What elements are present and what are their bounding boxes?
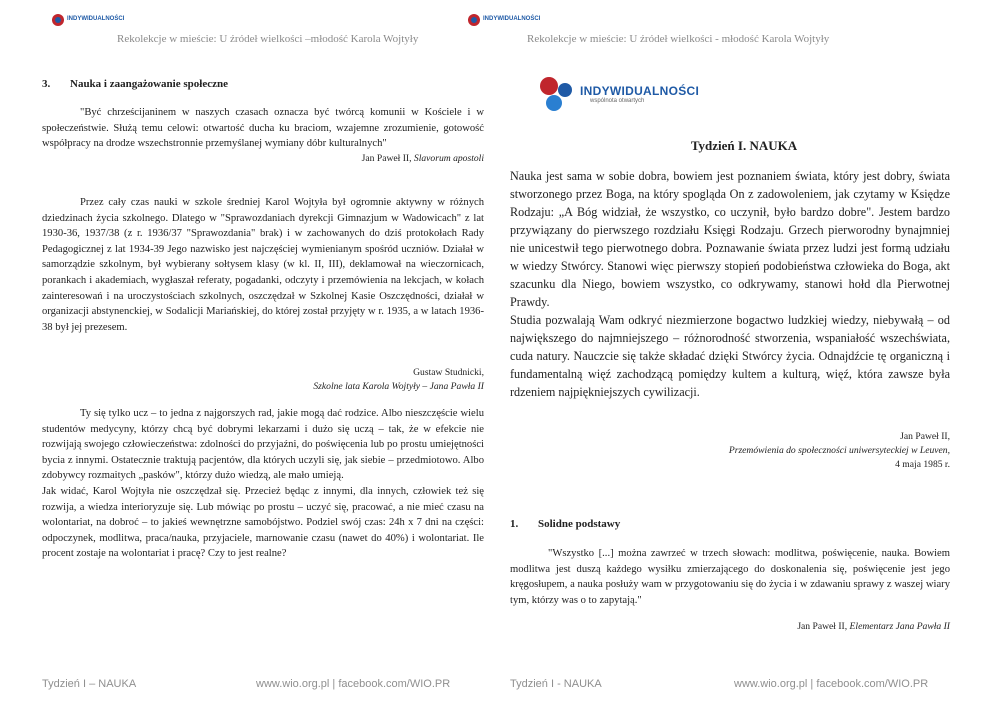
citation-date: 4 maja 1985 r. — [895, 459, 950, 470]
quote-attribution — [510, 620, 950, 634]
quote-text: "Wszystko [...] można zawrzeć w trzech słowach: modlitwa, poświęcenie, nauka. Bowiem modlitwa jest duszą każdego wysiłku zmierzającego do doskonalenia się, poświęcenie jest jego kręgosłupem, a nauka posłuży wam w przygotowaniu się do życia i w zdawaniu sprawy z waszej wiary tym, którzy was o to zapytają." — [510, 548, 950, 606]
indywidualnosci-big-logo-icon — [538, 75, 700, 121]
paragraph-block — [42, 406, 484, 562]
running-header: Rekolekcje w mieście: U źródeł wielkości - młodość Karola Wojtyły — [527, 33, 830, 45]
paragraph-text: Jak widać, Karol Wojtyła nie oszczędzał się. Przecież będąc z innymi, dla innych, człowiek też się rozwija, a wiedza interioryzuje się. Lub mówiąc po prostu – uczyć się, pracować, a nie mieć czasu na wolontariat, na dobroć – to jakieś wewnętrzne samobójstwo. Podziel swój czas: 24h x 7 dni na części: odpoczynek, modlitwa, praca/nauka, przyjaciele, marnowanie czasu (nawet do 40%) i wolontariat. Ile procent zostaje na wolontariat i pracę? Czy to jest realne? — [42, 485, 484, 560]
section-heading — [510, 518, 950, 530]
footer-site: www.wio.org.pl | facebook.com/WIO.PR — [256, 678, 451, 690]
footer-label: Tydzień I - NAUKA — [510, 678, 602, 690]
logo-tagline: wspólnota otwartych — [590, 98, 645, 104]
paragraph-text: Studia pozwalają Wam odkryć niezmierzone bogactwo ludzkiej wiedzy, niebywałą – od największego do najmniejszego – różnorodność stworzenia, wspaniałość wszechświata, cuda natury. Nauczcie się także składać dzięki Stwórcy życia. Odnajdźcie tę organiczną i fundamentalną więź zachodzącą pomiędzy kultem a kulturą, więź, która zawsze była rdzeniem najpiękniejszych cywilizacji. — [510, 313, 950, 399]
citation-author: Gustaw Studnicki, — [413, 367, 484, 378]
citation-source: Szkolne lata Karola Wojtyły – Jana Pawła II — [313, 381, 484, 392]
logo-name: INDYWIDUALNOŚCI — [580, 84, 700, 98]
quote-author: Jan Paweł II, — [361, 152, 412, 164]
indywidualnosci-logo-icon — [52, 13, 125, 29]
quote-block — [510, 546, 950, 608]
section-number: 1. — [510, 518, 519, 530]
indywidualnosci-logo-icon — [468, 13, 541, 29]
running-header: Rekolekcje w mieście: U źródeł wielkości –młodość Karola Wojtyły — [117, 33, 419, 45]
logo-text: INDYWIDUALNOŚCI — [483, 16, 541, 22]
quote-block — [42, 105, 484, 166]
paragraph-text: Nauka jest sama w sobie dobra, bowiem jest poznaniem świata, który jest dobry, świata stworzonego przez Boga, na który spogląda On z zadowoleniem, jak czytamy w Księdze Rodzaju: „A Bóg widział, że wszystko, co uczynił, było bardzo dobre". Jestem bardzo przywiązany do pierwszego rozdziału Księgi Rodzaju. Grzech pierworodny bynajmniej nie unicestwił tego pierwotnego dobra. Poznawanie świata przez ludzi jest formą udziału w wiedzy Stwórcy. Stanowi więc pierwszy stopień podobieństwa człowieka do Boga, akt szacunku dla Niego, bowiem wszystko, co odkrywamy, stanowi hołd dla Pierwotnej Prawdy. — [510, 169, 950, 309]
paragraph-text: Przez cały czas nauki w szkole średniej Karol Wojtyła był ogromnie aktywny w różnych dziedzinach życia szkolnego. Dlatego w "Sprawozdaniach dyrekcji Gimnazjum w Wadowicach" z lat 1930-36, 1937/38 (z r. 1936/37 "Sprawozdania" brak) i w zachowanych do dziś protokołach Rady Pedagogicznej z lat 1934-39 Jego nazwisko jest najczęściej wymienianym spośród uczniów. Działał w samorządzie szkolnym, był wybierany sołtysem klasy (w kl. II, III), deklamował na wieczornicach, porankach i akademiach, wygłaszał referaty, pogadanki, odczyty i przemówienia na lekcjach, w kołach zainteresowań i na uroczystościach szkolnych, oszczędzał w Szkolnej Kasie Oszczędności, działał w organizacji abstynenckiej, w Sodalicji Mariańskiej, do której został przyjęty w r. 1935, a w latach 1936-38 był jej prezesem. — [42, 197, 484, 333]
citation-block — [510, 430, 950, 472]
quote-attribution — [42, 152, 484, 166]
section-number: 3. — [42, 78, 51, 90]
quote-source: Slavorum apostoli — [413, 152, 484, 164]
quote-source: Elementarz Jana Pawła II — [849, 621, 950, 632]
section-heading — [42, 78, 484, 90]
citation-author: Jan Paweł II, — [900, 431, 950, 442]
quote-author: Jan Paweł II, — [797, 621, 848, 632]
footer-site: www.wio.org.pl | facebook.com/WIO.PR — [734, 678, 929, 690]
logo-text: INDYWIDUALNOŚCI — [67, 16, 125, 22]
paragraph-block — [510, 167, 950, 401]
quote-text: "Być chrześcijaninem w naszych czasach oznacza być twórcą komunii w Kościele i w społeczeństwie. Służą temu celowi: otwartość ducha ku braciom, wzajemne zrozumienie, gotowość współpracy na drodze wszechstronnie przemyślanej wymiany dóbr kulturalnych" — [42, 107, 484, 150]
section-title: Nauka i zaangażowanie społeczne — [70, 78, 228, 90]
section-title: Solidne podstawy — [538, 518, 621, 530]
citation-source: Przemówienia do społeczności uniwersyteckiej w Leuven, — [728, 445, 950, 456]
week-title: Tydzień I. NAUKA — [690, 138, 798, 153]
footer-label: Tydzień I – NAUKA — [42, 678, 137, 690]
paragraph-block — [42, 195, 484, 335]
citation-block — [42, 366, 484, 394]
right-page — [483, 0, 992, 702]
paragraph-text: Ty się tylko ucz – to jedna z najgorszych rad, jakie mogą dać rodzice. Albo nieszczęście wielu studentów medycyny, którzy chcą być dobrymi lekarzami i dużo się uczą – tak, że w efekcie nie rozwijają swojego człowieczeństwa: zdolności do przyjaźni, do poświęcenia lub po prostu umiejętności bycia z innymi. Ostatecznie traktują pacjentów, dla których uczyli się, jak siebie – przedmiotowo. Albo zdobywcy rozmaitych „pasków", którzy dużo wiedzą, ale mało umieją. — [42, 408, 484, 482]
